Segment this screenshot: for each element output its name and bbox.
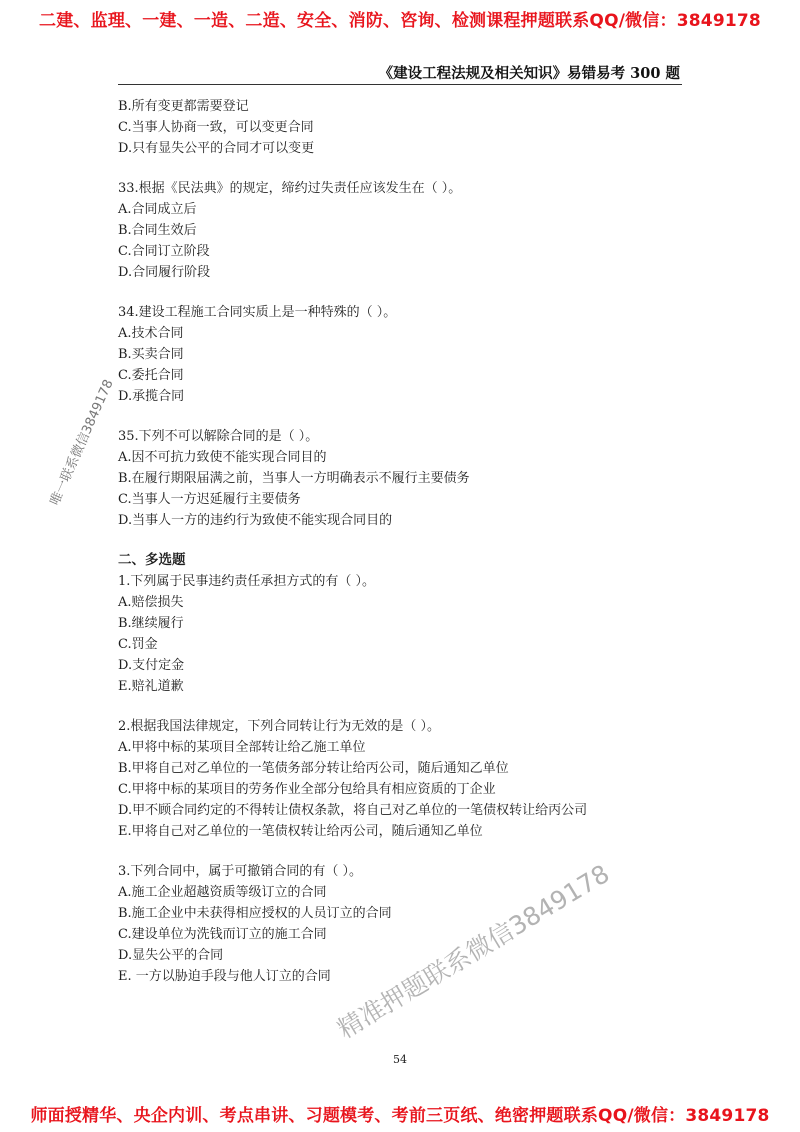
option-c: C.甲将中标的某项目的劳务作业全部分包给具有相应资质的丁企业	[118, 782, 496, 797]
option-b: B.买卖合同	[118, 347, 184, 362]
option-d: D.显失公平的合同	[118, 948, 224, 963]
document-header-title: 《建设工程法规及相关知识》易错易考 300 题	[378, 65, 680, 82]
option-a: A.赔偿损失	[118, 595, 184, 610]
page-content	[118, 96, 698, 987]
option-c: C.罚金	[118, 637, 158, 652]
question-stem: 34.建设工程施工合同实质上是一种特殊的（ ）。	[118, 305, 397, 320]
option-a: A.因不可抗力致使不能实现合同目的	[118, 450, 327, 465]
option-b: B.所有变更都需要登记	[118, 99, 249, 114]
header-divider	[118, 84, 682, 85]
option-b: B.施工企业中未获得相应授权的人员订立的合同	[118, 906, 392, 921]
option-a: A.合同成立后	[118, 202, 197, 217]
option-d: D.只有显失公平的合同才可以变更	[118, 141, 315, 156]
option-b: B.继续履行	[118, 616, 184, 631]
option-a: A.甲将中标的某项目全部转让给乙施工单位	[118, 740, 366, 755]
contact-watermark-center: 精准押题联系微信3849178	[332, 858, 615, 1045]
option-c: C.合同订立阶段	[118, 244, 210, 259]
option-c: C.建设单位为洗钱而订立的施工合同	[118, 927, 327, 942]
option-d: D.当事人一方的违约行为致使不能实现合同目的	[118, 513, 393, 528]
option-c: C.当事人协商一致，可以变更合同	[118, 120, 314, 135]
question-34	[118, 302, 698, 407]
page-number: 54	[393, 1053, 407, 1066]
option-b: B.合同生效后	[118, 223, 197, 238]
option-b: B.甲将自己对乙单位的一笔债务部分转让给丙公司，随后通知乙单位	[118, 761, 509, 776]
multi-question-2	[118, 716, 698, 842]
question-33	[118, 178, 698, 283]
question-stem: 1.下列属于民事违约责任承担方式的有（ ）。	[118, 574, 376, 589]
option-a: A.技术合同	[118, 326, 184, 341]
question-stem: 3.下列合同中，属于可撤销合同的有（ ）。	[118, 864, 363, 879]
option-d: D.甲不顾合同约定的不得转让债权条款，将自己对乙单位的一笔债权转让给丙公司	[118, 803, 588, 818]
section-title-multiple-choice: 二、多选题	[118, 552, 186, 568]
option-c: C.委托合同	[118, 368, 184, 383]
option-a: A.施工企业超越资质等级订立的合同	[118, 885, 327, 900]
question-35	[118, 426, 698, 531]
option-e: E. 一方以胁迫手段与他人订立的合同	[118, 969, 331, 984]
bottom-banner: 师面授精华、央企内训、考点串讲、习题模考、考前三页纸、绝密押题联系QQ/微信：3849178	[30, 1106, 770, 1126]
option-c: C.当事人一方迟延履行主要债务	[118, 492, 301, 507]
option-e: E.赔礼道歉	[118, 679, 184, 694]
multi-question-1	[118, 571, 698, 697]
question-stem: 33.根据《民法典》的规定，缔约过失责任应该发生在（ ）。	[118, 181, 462, 196]
contact-watermark-left: 唯一联系微信3849178	[47, 377, 117, 508]
option-d: D.合同履行阶段	[118, 265, 211, 280]
option-b: B.在履行期限届满之前，当事人一方明确表示不履行主要债务	[118, 471, 470, 486]
question-stem: 35.下列不可以解除合同的是（ ）。	[118, 429, 319, 444]
option-d: D.支付定金	[118, 658, 185, 673]
top-banner: 二建、监理、一建、一造、二造、安全、消防、咨询、检测课程押题联系QQ/微信：3849178	[39, 11, 761, 31]
previous-question-options	[118, 96, 698, 159]
option-d: D.承揽合同	[118, 389, 185, 404]
question-stem: 2.根据我国法律规定，下列合同转让行为无效的是（ ）。	[118, 719, 441, 734]
option-e: E.甲将自己对乙单位的一笔债权转让给丙公司，随后通知乙单位	[118, 824, 483, 839]
